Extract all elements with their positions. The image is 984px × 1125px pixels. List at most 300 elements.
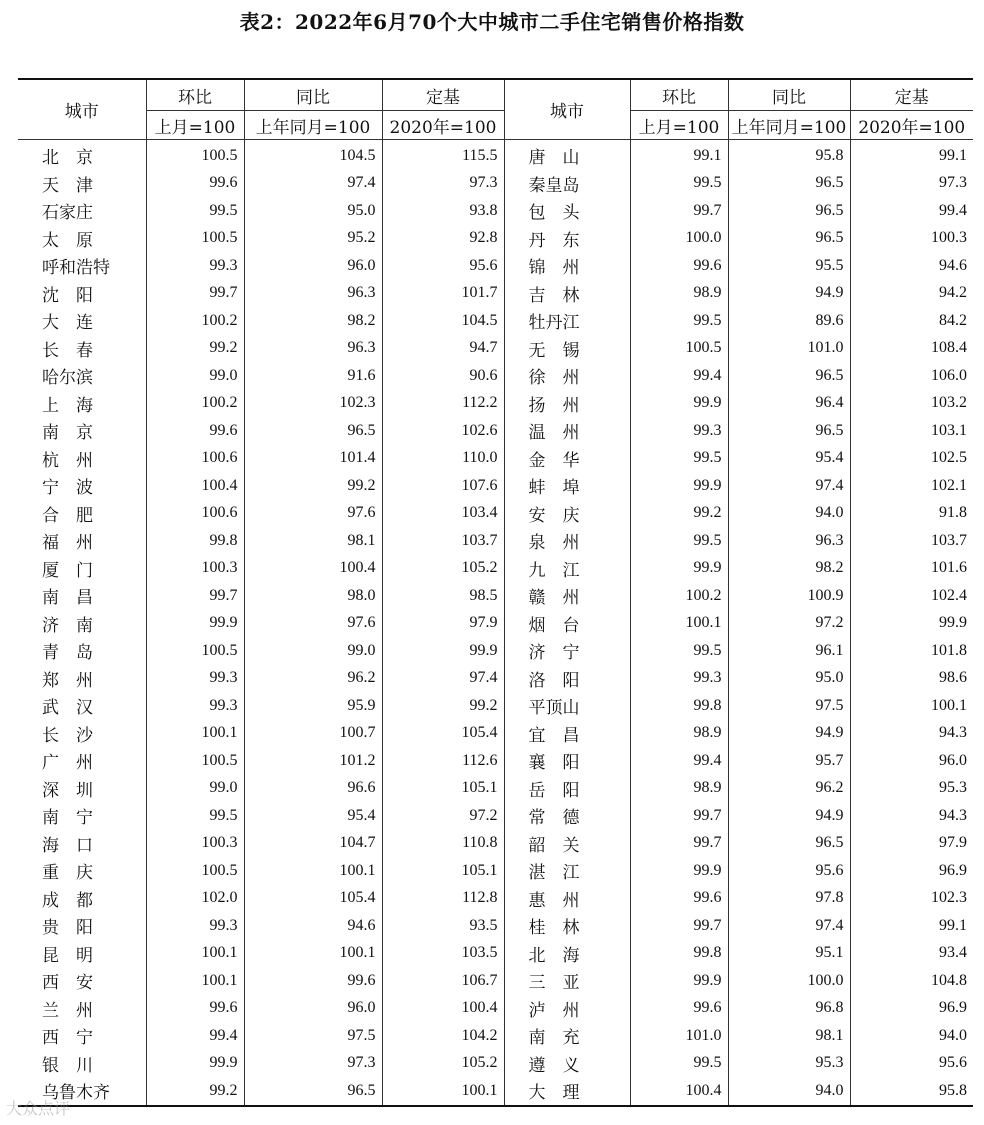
- cell-mom-left: 99.8: [146, 527, 244, 555]
- cell-mom-left: 99.3: [146, 665, 244, 693]
- cell-city-left: 成 都: [42, 890, 93, 911]
- cell-yoy-right: 96.5: [728, 197, 850, 225]
- cell-city-left: 南 昌: [42, 588, 93, 609]
- cell-mom-right: 98.9: [630, 280, 728, 308]
- cell-yoy-right: 96.2: [728, 775, 850, 803]
- cell-base-left: 107.6: [382, 472, 504, 500]
- cell-yoy-right: 100.9: [728, 582, 850, 610]
- cell-base-left: 103.4: [382, 500, 504, 528]
- cell-base-right: 102.3: [850, 885, 973, 913]
- cell-base-left: 99.2: [382, 692, 504, 720]
- cell-base-left: 105.4: [382, 720, 504, 748]
- table-row: [18, 830, 973, 858]
- table-row: [18, 417, 973, 445]
- cell-yoy-right: 89.6: [728, 307, 850, 335]
- cell-city-right: 秦皇岛: [504, 170, 630, 198]
- cell-base-left: 95.6: [382, 252, 504, 280]
- cell-mom-left: 99.2: [146, 1077, 244, 1106]
- cell-mom-right: 100.2: [630, 582, 728, 610]
- cell-yoy-left: 96.0: [244, 995, 382, 1023]
- table-row: [18, 500, 973, 528]
- cell-yoy-right: 98.2: [728, 555, 850, 583]
- cell-city-right: 唐 山: [504, 140, 630, 170]
- cell-yoy-right: 94.0: [728, 500, 850, 528]
- cell-city-right: 丹 东: [504, 225, 630, 253]
- cell-mom-left: 99.6: [146, 170, 244, 198]
- cell-yoy-right: 96.1: [728, 637, 850, 665]
- cell-mom-left: 99.5: [146, 802, 244, 830]
- table-row: [18, 362, 973, 390]
- cell-city-right: 洛 阳: [504, 665, 630, 693]
- cell-city-left: 天 津: [42, 175, 93, 196]
- cell-yoy-left: 97.4: [244, 170, 382, 198]
- table-row: [18, 1022, 973, 1050]
- cell-mom-left: 100.5: [146, 140, 244, 170]
- cell-base-right: 94.3: [850, 802, 973, 830]
- table-row: [18, 802, 973, 830]
- table-row: [18, 995, 973, 1023]
- cell-city-left: 宁 波: [42, 478, 93, 499]
- cell-city-right: 蚌 埠: [504, 472, 630, 500]
- cell-yoy-left: 98.2: [244, 307, 382, 335]
- cell-base-right: 95.8: [850, 1077, 973, 1106]
- cell-mom-right: 100.1: [630, 610, 728, 638]
- cell-base-right: 102.5: [850, 445, 973, 473]
- cell-city-right: 常 德: [504, 802, 630, 830]
- cell-base-left: 100.4: [382, 995, 504, 1023]
- cell-base-right: 103.7: [850, 527, 973, 555]
- cell-city-right: 赣 州: [504, 582, 630, 610]
- cell-yoy-right: 101.0: [728, 335, 850, 363]
- cell-city-left: 北 京: [42, 148, 93, 169]
- cell-yoy-right: 96.5: [728, 225, 850, 253]
- cell-city-right: 温 州: [504, 417, 630, 445]
- cell-mom-left: 99.9: [146, 610, 244, 638]
- cell-yoy-left: 97.6: [244, 610, 382, 638]
- cell-city-right: 锦 州: [504, 252, 630, 280]
- cell-city-left: 杭 州: [42, 450, 93, 471]
- cell-mom-left: 100.5: [146, 747, 244, 775]
- table-row: [18, 692, 973, 720]
- cell-base-left: 100.1: [382, 1077, 504, 1106]
- cell-base-right: 102.1: [850, 472, 973, 500]
- cell-mom-left: 100.1: [146, 967, 244, 995]
- cell-mom-right: 99.7: [630, 802, 728, 830]
- header-mom-right: 环比: [630, 79, 728, 111]
- cell-base-left: 101.7: [382, 280, 504, 308]
- cell-yoy-right: 97.2: [728, 610, 850, 638]
- cell-base-right: 100.3: [850, 225, 973, 253]
- cell-mom-right: 100.0: [630, 225, 728, 253]
- cell-city-right: 牡丹江: [504, 307, 630, 335]
- cell-yoy-right: 96.5: [728, 362, 850, 390]
- cell-base-left: 110.0: [382, 445, 504, 473]
- cell-city-left: 长 春: [42, 340, 93, 361]
- cell-mom-left: 100.4: [146, 472, 244, 500]
- cell-city-left: 银 川: [42, 1055, 93, 1076]
- cell-mom-right: 99.8: [630, 692, 728, 720]
- cell-city-right: 襄 阳: [504, 747, 630, 775]
- cell-city-right: 遵 义: [504, 1050, 630, 1078]
- cell-base-left: 90.6: [382, 362, 504, 390]
- cell-yoy-right: 96.3: [728, 527, 850, 555]
- cell-yoy-right: 95.7: [728, 747, 850, 775]
- cell-base-left: 105.2: [382, 555, 504, 583]
- cell-yoy-left: 95.0: [244, 197, 382, 225]
- table-row: [18, 940, 973, 968]
- cell-city-left: 西 安: [42, 973, 93, 994]
- header-yoy-sub-left: 上年同月=100: [244, 111, 382, 140]
- cell-mom-right: 100.4: [630, 1077, 728, 1106]
- cell-mom-left: 100.5: [146, 857, 244, 885]
- cell-yoy-left: 98.0: [244, 582, 382, 610]
- table-row: [18, 445, 973, 473]
- cell-mom-left: 100.3: [146, 555, 244, 583]
- cell-mom-right: 99.6: [630, 885, 728, 913]
- cell-base-right: 96.9: [850, 857, 973, 885]
- cell-base-left: 102.6: [382, 417, 504, 445]
- cell-city-left: 上 海: [42, 395, 93, 416]
- cell-yoy-right: 96.5: [728, 417, 850, 445]
- cell-base-right: 106.0: [850, 362, 973, 390]
- cell-mom-right: 99.3: [630, 417, 728, 445]
- cell-mom-left: 99.3: [146, 912, 244, 940]
- cell-yoy-right: 95.1: [728, 940, 850, 968]
- cell-yoy-left: 99.0: [244, 637, 382, 665]
- cell-mom-right: 98.9: [630, 775, 728, 803]
- table-row: [18, 280, 973, 308]
- cell-yoy-right: 97.4: [728, 472, 850, 500]
- cell-mom-right: 99.9: [630, 555, 728, 583]
- cell-city-right: 惠 州: [504, 885, 630, 913]
- header-base-sub-left: 2020年=100: [382, 111, 504, 140]
- table-row: [18, 857, 973, 885]
- cell-city-left: 沈 阳: [42, 285, 93, 306]
- cell-mom-left: 99.5: [146, 197, 244, 225]
- cell-base-left: 103.5: [382, 940, 504, 968]
- cell-base-right: 102.4: [850, 582, 973, 610]
- cell-base-left: 112.2: [382, 390, 504, 418]
- cell-yoy-left: 94.6: [244, 912, 382, 940]
- cell-mom-left: 100.2: [146, 390, 244, 418]
- cell-city-left: 海 口: [42, 835, 93, 856]
- cell-base-left: 110.8: [382, 830, 504, 858]
- cell-city-right: 岳 阳: [504, 775, 630, 803]
- cell-yoy-right: 94.9: [728, 720, 850, 748]
- cell-mom-left: 99.6: [146, 995, 244, 1023]
- cell-mom-right: 99.7: [630, 912, 728, 940]
- cell-mom-right: 99.2: [630, 500, 728, 528]
- cell-yoy-right: 95.5: [728, 252, 850, 280]
- cell-mom-left: 100.5: [146, 225, 244, 253]
- cell-city-left: 兰 州: [42, 1000, 93, 1021]
- cell-base-right: 84.2: [850, 307, 973, 335]
- cell-base-left: 106.7: [382, 967, 504, 995]
- cell-yoy-left: 104.5: [244, 140, 382, 170]
- cell-city-right: 九 江: [504, 555, 630, 583]
- cell-base-left: 99.9: [382, 637, 504, 665]
- cell-yoy-left: 97.5: [244, 1022, 382, 1050]
- cell-yoy-right: 95.6: [728, 857, 850, 885]
- cell-mom-right: 99.6: [630, 995, 728, 1023]
- table-row: [18, 1050, 973, 1078]
- table-row: [18, 140, 973, 170]
- cell-city-left: 重 庆: [42, 863, 93, 884]
- cell-yoy-left: 101.2: [244, 747, 382, 775]
- cell-yoy-left: 96.0: [244, 252, 382, 280]
- table-row: [18, 307, 973, 335]
- cell-city-left: 武 汉: [42, 698, 93, 719]
- table-row: [18, 637, 973, 665]
- cell-city-left: 西 宁: [42, 1028, 93, 1049]
- cell-base-left: 104.5: [382, 307, 504, 335]
- cell-yoy-left: 101.4: [244, 445, 382, 473]
- cell-yoy-right: 96.4: [728, 390, 850, 418]
- cell-base-right: 94.0: [850, 1022, 973, 1050]
- cell-mom-right: 99.5: [630, 637, 728, 665]
- cell-city-right: 烟 台: [504, 610, 630, 638]
- cell-yoy-left: 91.6: [244, 362, 382, 390]
- cell-base-right: 104.8: [850, 967, 973, 995]
- cell-mom-right: 100.5: [630, 335, 728, 363]
- cell-city-left: 青 岛: [42, 643, 93, 664]
- cell-yoy-right: 97.8: [728, 885, 850, 913]
- cell-yoy-right: 96.5: [728, 170, 850, 198]
- cell-mom-right: 99.9: [630, 967, 728, 995]
- cell-city-right: 徐 州: [504, 362, 630, 390]
- cell-yoy-left: 100.1: [244, 857, 382, 885]
- cell-yoy-left: 95.4: [244, 802, 382, 830]
- cell-base-left: 105.1: [382, 775, 504, 803]
- cell-city-left: 石家庄: [42, 203, 93, 224]
- cell-yoy-left: 95.2: [244, 225, 382, 253]
- table-title: 表2：2022年6月70个大中城市二手住宅销售价格指数: [239, 10, 745, 34]
- cell-city-left: 太 原: [42, 230, 93, 251]
- cell-city-left: 济 南: [42, 615, 93, 636]
- cell-yoy-right: 96.5: [728, 830, 850, 858]
- cell-city-left: 长 沙: [42, 725, 93, 746]
- table-row: [18, 885, 973, 913]
- table-row: [18, 720, 973, 748]
- header-base-sub-right: 2020年=100: [850, 111, 973, 140]
- cell-base-left: 103.7: [382, 527, 504, 555]
- cell-base-right: 91.8: [850, 500, 973, 528]
- cell-mom-right: 99.9: [630, 472, 728, 500]
- cell-mom-left: 99.4: [146, 1022, 244, 1050]
- table-row: [18, 665, 973, 693]
- cell-base-left: 93.5: [382, 912, 504, 940]
- cell-base-left: 105.2: [382, 1050, 504, 1078]
- cell-yoy-right: 95.3: [728, 1050, 850, 1078]
- header-mom-left: 环比: [146, 79, 244, 111]
- cell-mom-right: 98.9: [630, 720, 728, 748]
- cell-city-right: 三 亚: [504, 967, 630, 995]
- header-yoy-right: 同比: [728, 79, 850, 111]
- cell-yoy-left: 102.3: [244, 390, 382, 418]
- cell-base-right: 101.6: [850, 555, 973, 583]
- cell-mom-left: 99.7: [146, 280, 244, 308]
- cell-mom-left: 99.3: [146, 692, 244, 720]
- table-row: [18, 912, 973, 940]
- cell-mom-left: 100.2: [146, 307, 244, 335]
- cell-city-left: 南 宁: [42, 808, 93, 829]
- cell-yoy-right: 94.9: [728, 280, 850, 308]
- header-base-right: 定基: [850, 79, 973, 111]
- cell-city-left: 哈尔滨: [42, 368, 93, 389]
- watermark: 大众点评: [6, 1099, 71, 1118]
- cell-city-right: 金 华: [504, 445, 630, 473]
- cell-base-right: 94.3: [850, 720, 973, 748]
- cell-yoy-left: 96.6: [244, 775, 382, 803]
- header-mom-sub-left: 上月=100: [146, 111, 244, 140]
- cell-city-right: 桂 林: [504, 912, 630, 940]
- cell-city-right: 宜 昌: [504, 720, 630, 748]
- cell-city-left: 合 肥: [42, 505, 93, 526]
- cell-yoy-right: 94.9: [728, 802, 850, 830]
- table-row: [18, 610, 973, 638]
- table-row: [18, 967, 973, 995]
- cell-mom-right: 99.5: [630, 445, 728, 473]
- cell-yoy-left: 100.1: [244, 940, 382, 968]
- cell-base-left: 112.8: [382, 885, 504, 913]
- cell-base-right: 108.4: [850, 335, 973, 363]
- table-row: [18, 747, 973, 775]
- cell-mom-right: 99.1: [630, 140, 728, 170]
- cell-city-right: 泸 州: [504, 995, 630, 1023]
- cell-base-right: 97.9: [850, 830, 973, 858]
- cell-mom-left: 102.0: [146, 885, 244, 913]
- cell-city-right: 扬 州: [504, 390, 630, 418]
- cell-base-left: 94.7: [382, 335, 504, 363]
- cell-city-left: 南 京: [42, 423, 93, 444]
- cell-mom-left: 99.9: [146, 1050, 244, 1078]
- cell-yoy-right: 95.8: [728, 140, 850, 170]
- table-row: [18, 197, 973, 225]
- cell-mom-right: 99.4: [630, 362, 728, 390]
- table-row: [18, 582, 973, 610]
- cell-city-right: 泉 州: [504, 527, 630, 555]
- cell-city-left: 厦 门: [42, 560, 93, 581]
- cell-yoy-left: 96.5: [244, 417, 382, 445]
- cell-city-right: 济 宁: [504, 637, 630, 665]
- cell-base-left: 93.8: [382, 197, 504, 225]
- cell-base-right: 100.1: [850, 692, 973, 720]
- cell-mom-left: 99.3: [146, 252, 244, 280]
- cell-mom-right: 99.5: [630, 170, 728, 198]
- header-mom-sub-right: 上月=100: [630, 111, 728, 140]
- cell-base-left: 98.5: [382, 582, 504, 610]
- cell-yoy-left: 96.2: [244, 665, 382, 693]
- header-yoy-sub-right: 上年同月=100: [728, 111, 850, 140]
- cell-city-right: 大 理: [504, 1077, 630, 1106]
- cell-yoy-right: 97.4: [728, 912, 850, 940]
- cell-yoy-right: 95.0: [728, 665, 850, 693]
- cell-mom-left: 99.2: [146, 335, 244, 363]
- cell-yoy-left: 97.3: [244, 1050, 382, 1078]
- header-base-left: 定基: [382, 79, 504, 111]
- cell-base-right: 95.3: [850, 775, 973, 803]
- cell-base-left: 97.9: [382, 610, 504, 638]
- cell-mom-right: 99.5: [630, 527, 728, 555]
- cell-city-left: 昆 明: [42, 945, 93, 966]
- table-row: [18, 555, 973, 583]
- cell-base-right: 96.0: [850, 747, 973, 775]
- cell-mom-left: 100.5: [146, 637, 244, 665]
- cell-base-left: 112.6: [382, 747, 504, 775]
- cell-city-right: 湛 江: [504, 857, 630, 885]
- cell-yoy-left: 105.4: [244, 885, 382, 913]
- cell-base-right: 101.8: [850, 637, 973, 665]
- cell-base-right: 103.2: [850, 390, 973, 418]
- cell-city-left: 呼和浩特: [42, 258, 110, 279]
- cell-base-left: 97.3: [382, 170, 504, 198]
- cell-yoy-right: 100.0: [728, 967, 850, 995]
- cell-base-left: 115.5: [382, 140, 504, 170]
- cell-city-left: 福 州: [42, 533, 93, 554]
- cell-yoy-left: 96.3: [244, 280, 382, 308]
- cell-yoy-right: 98.1: [728, 1022, 850, 1050]
- cell-yoy-left: 100.4: [244, 555, 382, 583]
- cell-base-right: 94.6: [850, 252, 973, 280]
- cell-base-right: 98.6: [850, 665, 973, 693]
- cell-base-right: 99.1: [850, 140, 973, 170]
- cell-base-right: 96.9: [850, 995, 973, 1023]
- cell-city-right: 北 海: [504, 940, 630, 968]
- cell-yoy-right: 95.4: [728, 445, 850, 473]
- cell-base-left: 105.1: [382, 857, 504, 885]
- cell-mom-left: 100.1: [146, 720, 244, 748]
- cell-yoy-right: 97.5: [728, 692, 850, 720]
- cell-yoy-left: 104.7: [244, 830, 382, 858]
- cell-mom-left: 99.0: [146, 362, 244, 390]
- cell-base-left: 97.4: [382, 665, 504, 693]
- cell-mom-left: 100.3: [146, 830, 244, 858]
- cell-base-right: 94.2: [850, 280, 973, 308]
- cell-base-right: 99.1: [850, 912, 973, 940]
- cell-mom-right: 99.9: [630, 390, 728, 418]
- cell-city-left: 乌鲁木齐: [18, 1077, 146, 1106]
- cell-yoy-left: 97.6: [244, 500, 382, 528]
- cell-mom-left: 99.7: [146, 582, 244, 610]
- cell-yoy-left: 95.9: [244, 692, 382, 720]
- cell-base-right: 99.9: [850, 610, 973, 638]
- cell-mom-right: 99.6: [630, 252, 728, 280]
- cell-mom-right: 99.7: [630, 830, 728, 858]
- table-row: [18, 390, 973, 418]
- cell-base-right: 103.1: [850, 417, 973, 445]
- cell-yoy-left: 96.3: [244, 335, 382, 363]
- cell-city-right: 包 头: [504, 197, 630, 225]
- cell-yoy-left: 98.1: [244, 527, 382, 555]
- header-city-left: 城市: [18, 79, 146, 140]
- cell-city-right: 韶 关: [504, 830, 630, 858]
- cell-city-left: 大 连: [42, 313, 93, 334]
- header-yoy-left: 同比: [244, 79, 382, 111]
- cell-base-right: 95.6: [850, 1050, 973, 1078]
- cell-base-left: 92.8: [382, 225, 504, 253]
- cell-city-left: 广 州: [42, 753, 93, 774]
- cell-base-right: 93.4: [850, 940, 973, 968]
- table-row: [18, 1077, 973, 1106]
- cell-mom-right: 99.7: [630, 197, 728, 225]
- cell-base-left: 104.2: [382, 1022, 504, 1050]
- cell-mom-right: 99.5: [630, 307, 728, 335]
- cell-mom-right: 99.3: [630, 665, 728, 693]
- cell-mom-left: 100.6: [146, 445, 244, 473]
- table-row: [18, 170, 973, 198]
- cell-mom-left: 100.1: [146, 940, 244, 968]
- cell-city-right: 吉 林: [504, 280, 630, 308]
